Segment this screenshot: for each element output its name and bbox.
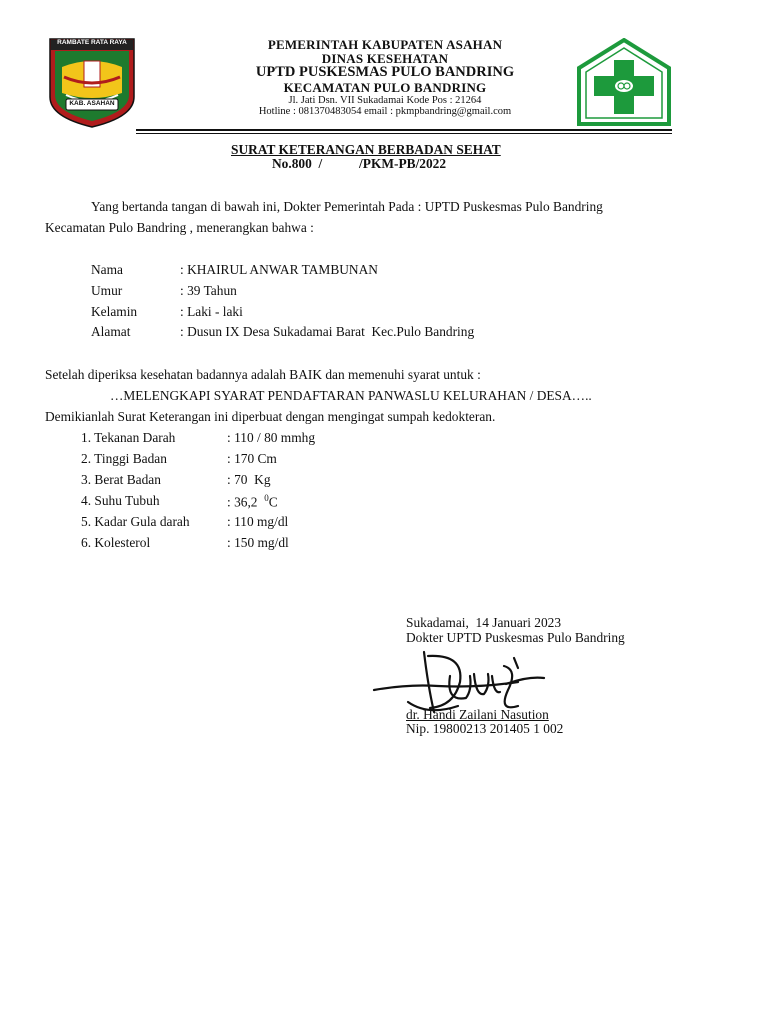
document-title: SURAT KETERANGAN BERBADAN SEHAT [231,142,501,157]
header-puskesmas: UPTD PUSKESMAS PULO BANDRING [255,64,515,80]
kabupaten-asahan-logo [46,37,138,129]
measurement-value-temperature [227,493,278,510]
header-government: PEMERINTAH KABUPATEN ASAHAN [267,37,503,52]
intro-line-2: Kecamatan Pulo Bandring , menerangkan bahwa : [45,220,314,235]
exam-result-text: Setelah diperiksa kesehatan badannya adalah BAIK dan memenuhi syarat untuk : [45,367,481,382]
purpose-text: …MELENGKAPI SYARAT PENDAFTARAN PANWASLU KELURAHAN / DESA….. [110,388,592,403]
measurement-value: : 70 Kg [227,472,271,487]
identity-value: : 39 Tahun [180,283,237,298]
identity-value: : Laki - laki [180,304,243,319]
identity-label: Kelamin [91,304,138,319]
measurement-label: 4. Suhu Tubuh [81,493,160,508]
identity-label: Nama [91,262,123,277]
intro-line-1: Yang bertanda tangan di bawah ini, Dokter Pemerintah Pada : UPTD Puskesmas Pulo Bandring [91,199,603,214]
signatory-nip: Nip. 19800213 201405 1 002 [406,721,564,736]
temperature-degree: 0 [264,493,269,503]
signatory-name: dr. Handi Zailani Nasution [406,707,549,722]
identity-label: Umur [91,283,123,298]
closing-text: Demikianlah Surat Keterangan ini diperbuat dengan mengingat sumpah kedokteran. [45,409,496,424]
measurement-label: 3. Berat Badan [81,472,161,487]
measurement-value: : 150 mg/dl [227,535,289,550]
measurement-value: : 170 Cm [227,451,277,466]
identity-value: : Dusun IX Desa Sukadamai Barat Kec.Pulo Bandring [180,324,475,339]
header-kecamatan: KECAMATAN PULO BANDRING [283,80,487,95]
measurement-label: 6. Kolesterol [81,535,151,550]
temperature-value: : 36,2 [227,494,265,510]
measurement-value: : 110 / 80 mmhg [227,430,316,445]
temperature-unit: C [268,494,278,510]
header-department: DINAS KESEHATAN [321,51,449,66]
header-rule-thin [136,133,672,134]
header-contact: Hotline : 081370483054 email : pkmpbandring@gmail.com [258,106,512,117]
document-number: No.800 / /PKM-PB/2022 [272,156,447,171]
identity-value: : KHAIRUL ANWAR TAMBUNAN [180,262,378,277]
signature-title: Dokter UPTD Puskesmas Pulo Bandring [406,630,625,645]
measurement-label: 2. Tinggi Badan [81,451,167,466]
logo-plate-text: KAB. ASAHAN [69,100,115,107]
logo-banner-text: RAMBATE RATA RAYA [57,39,127,46]
measurement-value: : 110 mg/dl [227,514,289,529]
identity-label: Alamat [91,324,131,339]
header-address: Jl. Jati Dsn. VII Sukadamai Kode Pos : 21264 [288,95,482,106]
header-rule-thick [136,129,672,131]
measurement-label: 1. Tekanan Darah [81,430,176,445]
puskesmas-logo [576,38,672,126]
signature-place-date: Sukadamai, 14 Januari 2023 [406,615,562,630]
measurement-label: 5. Kadar Gula darah [81,514,190,529]
